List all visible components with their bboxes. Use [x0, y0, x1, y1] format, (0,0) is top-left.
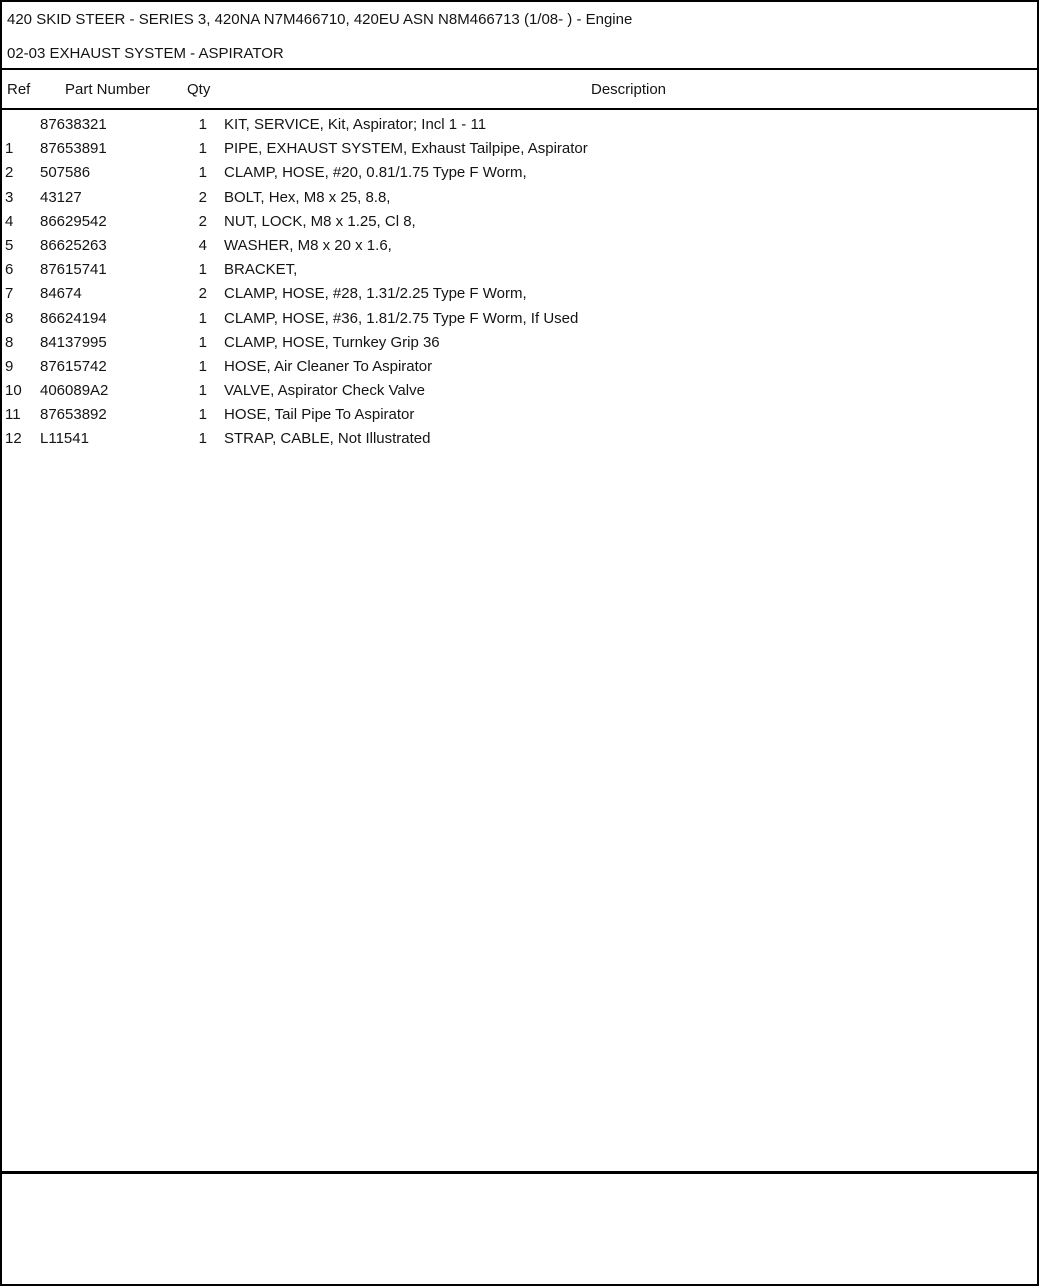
description-cell: STRAP, CABLE, Not Illustrated	[224, 430, 431, 448]
table-row	[2, 379, 1037, 403]
column-header-ref: Ref	[7, 80, 31, 98]
ref-cell: 12	[5, 430, 22, 448]
table-row	[2, 113, 1037, 137]
part-number-cell: 87615741	[40, 261, 107, 279]
table-row	[2, 427, 1037, 451]
table-row	[2, 355, 1037, 379]
ref-cell: 10	[5, 382, 22, 400]
ref-cell: 1	[5, 140, 14, 158]
ref-cell: 3	[5, 188, 14, 206]
qty-cell: 2	[198, 285, 207, 303]
part-number-cell: 87653891	[40, 140, 107, 158]
qty-cell: 4	[198, 236, 207, 254]
ref-cell: 11	[5, 406, 21, 424]
qty-cell: 1	[198, 430, 207, 448]
qty-cell: 1	[198, 309, 207, 327]
footer-strip	[2, 1174, 1037, 1277]
description-cell: HOSE, Tail Pipe To Aspirator	[224, 406, 415, 424]
table-row	[2, 186, 1037, 210]
section-title: 02-03 EXHAUST SYSTEM - ASPIRATOR	[7, 44, 284, 62]
description-cell: PIPE, EXHAUST SYSTEM, Exhaust Tailpipe, Aspirator	[224, 140, 588, 158]
table-row	[2, 282, 1037, 306]
qty-cell: 1	[198, 140, 207, 158]
part-number-cell: 43127	[40, 188, 82, 206]
ref-cell: 8	[5, 309, 14, 327]
description-cell: BOLT, Hex, M8 x 25, 8.8,	[224, 188, 391, 206]
qty-cell: 1	[198, 116, 207, 133]
qty-cell: 2	[198, 188, 207, 206]
description-cell: KIT, SERVICE, Kit, Aspirator; Incl 1 - 11	[224, 116, 487, 133]
ref-cell: 8	[5, 333, 14, 351]
ref-cell	[5, 113, 40, 137]
ref-cell: 5	[5, 236, 14, 254]
description-cell: VALVE, Aspirator Check Valve	[224, 382, 425, 400]
qty-cell: 1	[198, 164, 207, 182]
description-cell: CLAMP, HOSE, #20, 0.81/1.75 Type F Worm,	[224, 164, 527, 182]
part-number-cell: 86624194	[40, 309, 107, 327]
table-row	[2, 234, 1037, 258]
part-number-cell: 84137995	[40, 333, 107, 351]
qty-cell: 2	[198, 212, 207, 230]
qty-cell: 1	[198, 333, 207, 351]
part-number-cell: 406089A2	[40, 382, 109, 400]
ref-cell: 6	[5, 261, 14, 279]
column-header-description: Description	[590, 80, 667, 98]
description-cell: HOSE, Air Cleaner To Aspirator	[224, 357, 433, 375]
part-number-cell: 86625263	[40, 236, 107, 254]
column-header-part-number: Part Number	[65, 80, 151, 98]
description-cell: NUT, LOCK, M8 x 1.25, Cl 8,	[224, 212, 416, 230]
qty-cell: 1	[198, 382, 207, 400]
table-row	[2, 307, 1037, 331]
ref-cell: 4	[5, 212, 14, 230]
column-header-qty: Qty	[187, 80, 211, 98]
parts-table-body	[2, 110, 1037, 1174]
part-number-cell: 87615742	[40, 357, 107, 375]
description-cell: CLAMP, HOSE, #28, 1.31/2.25 Type F Worm,	[224, 285, 527, 303]
table-row	[2, 258, 1037, 282]
table-row	[2, 137, 1037, 161]
table-row	[2, 403, 1037, 427]
description-cell: CLAMP, HOSE, #36, 1.81/2.75 Type F Worm, If Used	[224, 309, 579, 327]
table-row	[2, 161, 1037, 185]
ref-cell: 9	[5, 357, 14, 375]
table-row	[2, 210, 1037, 234]
qty-cell: 1	[198, 357, 207, 375]
title-block	[2, 2, 1037, 70]
part-number-cell: L11541	[40, 430, 89, 448]
part-number-cell: 87638321	[40, 116, 107, 133]
parts-table-header	[2, 70, 1037, 110]
page-title: 420 SKID STEER - SERIES 3, 420NA N7M466710, 420EU ASN N8M466713 (1/08- ) - Engine	[7, 10, 633, 28]
ref-cell: 7	[5, 285, 14, 303]
table-row	[2, 331, 1037, 355]
part-number-cell: 87653892	[40, 406, 107, 424]
part-number-cell: 507586	[40, 164, 91, 182]
part-number-cell: 86629542	[40, 212, 107, 230]
description-cell: BRACKET,	[224, 261, 298, 279]
ref-cell: 2	[5, 164, 14, 182]
qty-cell: 1	[198, 261, 207, 279]
qty-cell: 1	[198, 406, 207, 424]
description-cell: CLAMP, HOSE, Turnkey Grip 36	[224, 333, 440, 351]
description-cell: WASHER, M8 x 20 x 1.6,	[224, 236, 392, 254]
part-number-cell: 84674	[40, 285, 82, 303]
